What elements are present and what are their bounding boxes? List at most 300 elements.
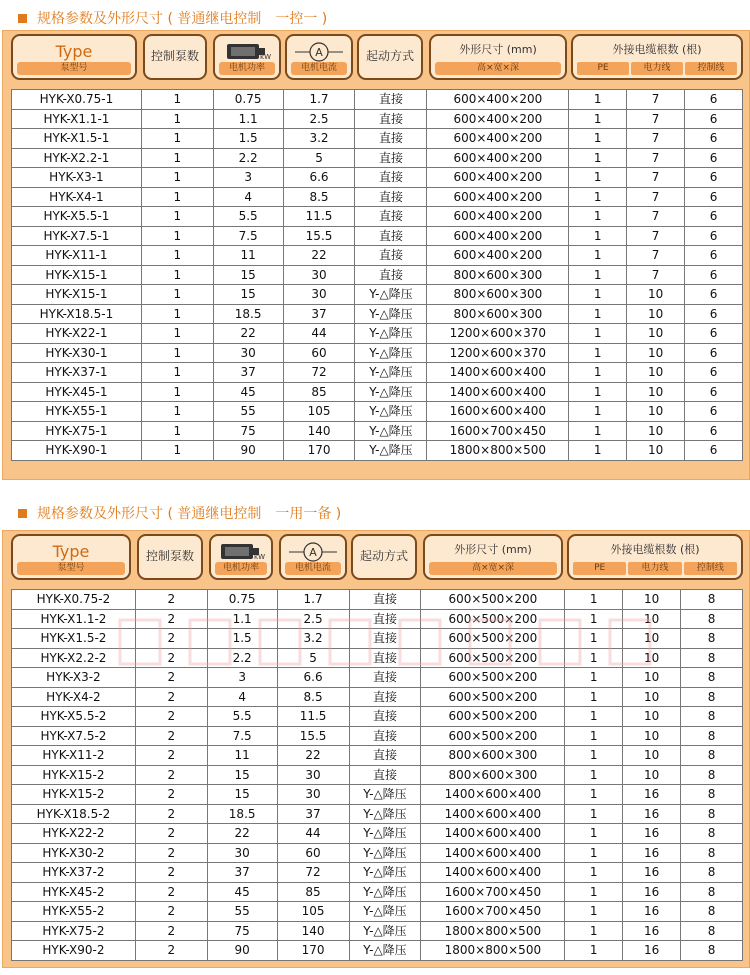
table-row [12,207,743,227]
table-row [12,863,743,883]
table-cell: 2 [135,629,207,649]
table-row [12,343,743,363]
table-cell: 30 [277,765,349,785]
table-cell: HYK-X3-2 [12,668,136,688]
table-cell: 55 [213,402,283,422]
table-cell: HYK-X15-2 [12,765,136,785]
table-row [12,668,743,688]
table-cell: 2.2 [207,648,277,668]
table-cell: HYK-X11-2 [12,746,136,766]
table-cell: 600×500×200 [421,609,565,629]
table-cell: 10 [623,590,681,610]
table-cell: 4 [207,687,277,707]
table-cell: 1 [141,168,213,188]
table-cell: 10 [627,343,685,363]
table-cell: 44 [283,324,355,344]
table-row [12,785,743,805]
header-type [11,34,137,80]
table-cell: 1 [569,285,627,305]
table-cell: 1800×800×500 [421,941,565,961]
table-cell: 16 [623,843,681,863]
table-cell: 直接 [349,707,421,727]
table-cell: 18.5 [213,304,283,324]
table-cell: 5 [277,648,349,668]
table-cell: HYK-X45-2 [12,882,136,902]
table-cell: HYK-X5.5-2 [12,707,136,727]
table-cell: 1 [141,90,213,110]
table-cell: 1 [565,629,623,649]
table-cell: 8 [681,882,743,902]
table-cell: 22 [283,246,355,266]
table-cell: 5.5 [213,207,283,227]
table-cell: Y-△降压 [355,382,427,402]
header-start-label: 起动方式 [359,549,408,563]
table-row [12,226,743,246]
table-cell: 37 [277,804,349,824]
table-cell: 直接 [349,629,421,649]
table-cell: 15 [213,265,283,285]
table-cell: HYK-X1.1-1 [12,109,142,129]
table-cell: 2 [135,902,207,922]
bullet-square-icon [18,14,27,23]
table-cell: 11 [213,246,283,266]
table-cell: HYK-X75-2 [12,921,136,941]
table-cell: HYK-X4-1 [12,187,142,207]
header-start-label: 起动方式 [365,49,414,63]
table-cell: 6 [685,363,743,383]
table-cell: 7 [627,148,685,168]
table-header-2 [3,531,749,583]
table-cell: HYK-X2.2-1 [12,148,142,168]
header-cables-sub [577,62,737,75]
table-cell: 8 [681,863,743,883]
table-cell: 105 [283,402,355,422]
table-cell: 8.5 [277,687,349,707]
table-cell: HYK-X1.5-2 [12,629,136,649]
table-cell: 8 [681,843,743,863]
table-cell: 1 [565,707,623,727]
table-cell: 1 [141,324,213,344]
table-cell: 2 [135,804,207,824]
table-cell: 11.5 [277,707,349,727]
table-cell: HYK-X55-2 [12,902,136,922]
table-cell: 30 [283,285,355,305]
table-cell: 10 [627,441,685,461]
table-cell: 直接 [349,609,421,629]
table-row [12,746,743,766]
table-cell: 1 [569,187,627,207]
table-cell: 7 [627,207,685,227]
header-cables [571,34,743,80]
header-cable-control: 控制线 [684,562,737,575]
table-cell: 直接 [355,90,427,110]
table-cell: 140 [283,421,355,441]
table-cell: 8 [681,590,743,610]
table-cell: 10 [627,285,685,305]
table-cell: 7 [627,129,685,149]
table-cell: 1 [569,148,627,168]
table-row [12,441,743,461]
table-cell: Y-△降压 [355,324,427,344]
table-cell: 直接 [355,265,427,285]
table-cell: 16 [623,921,681,941]
table-cell: 10 [627,324,685,344]
header-power [209,534,273,580]
table-cell: 2.5 [283,109,355,129]
table-row [12,726,743,746]
table-cell: 16 [623,902,681,922]
table-cell: 1.5 [207,629,277,649]
table-cell: 8 [681,941,743,961]
table-row [12,246,743,266]
table-cell: 600×500×200 [421,687,565,707]
table-cell: HYK-X90-2 [12,941,136,961]
table-cell: 1 [565,843,623,863]
table-cell: 16 [623,941,681,961]
table-cell: 45 [213,382,283,402]
table-cell: 44 [277,824,349,844]
table-cell: 22 [213,324,283,344]
table-row [12,363,743,383]
header-cable-power: 电力线 [631,62,683,75]
table-cell: 1.7 [277,590,349,610]
table-cell: 10 [623,765,681,785]
table-cell: 8 [681,668,743,688]
table-cell: 1600×700×450 [421,882,565,902]
table-cell: 1 [569,304,627,324]
header-cables [567,534,743,580]
header-dims-sub: 高×宽×深 [435,62,561,75]
table-cell: 75 [207,921,277,941]
table-cell: 1 [569,109,627,129]
section2-title [18,503,341,523]
table-cell: 1400×600×400 [421,785,565,805]
table-cell: 11 [207,746,277,766]
table-cell: 直接 [349,726,421,746]
section1-title [18,8,327,28]
table-cell: 1.7 [283,90,355,110]
table-cell: 6 [685,187,743,207]
table-cell: HYK-X4-2 [12,687,136,707]
table-cell: 30 [213,343,283,363]
table-cell: 600×500×200 [421,668,565,688]
table-row [12,382,743,402]
table-cell: 16 [623,804,681,824]
table-cell: 7 [627,168,685,188]
table-cell: 60 [277,843,349,863]
table-cell: 1 [565,746,623,766]
header-cable-control: 控制线 [685,62,737,75]
table-cell: 直接 [355,187,427,207]
table-cell: 37 [283,304,355,324]
table-cell: 600×500×200 [421,590,565,610]
table-cell: 60 [283,343,355,363]
table-row [12,707,743,727]
table-cell: Y-△降压 [355,363,427,383]
table-cell: 2 [135,648,207,668]
table-cell: 600×400×200 [427,129,569,149]
table-cell: 30 [207,843,277,863]
table-row [12,648,743,668]
table-cell: 85 [277,882,349,902]
table-cell: 2 [135,843,207,863]
header-dims [429,34,567,80]
table-cell: 90 [213,441,283,461]
header-cables-sub [573,562,737,575]
table-cell: Y-△降压 [349,921,421,941]
header-power [213,34,281,80]
table-cell: Y-△降压 [349,882,421,902]
table-cell: 2 [135,707,207,727]
header-type-sub: 泵型号 [17,562,125,575]
table-cell: 8 [681,648,743,668]
table-row [12,304,743,324]
table-cell: 2 [135,746,207,766]
ammeter-symbol: A [315,46,323,59]
table-cell: 6 [685,226,743,246]
table-cell: 6 [685,285,743,305]
header-cable-power: 电力线 [628,562,681,575]
table-cell: 8 [681,726,743,746]
table-cell: 2 [135,687,207,707]
table-cell: 1 [141,363,213,383]
table-cell: 10 [623,726,681,746]
table-cell: 直接 [349,648,421,668]
table-cell: HYK-X45-1 [12,382,142,402]
table-cell: 1 [569,402,627,422]
table-cell: 1600×700×450 [421,902,565,922]
table-cell: 6 [685,265,743,285]
table-row [12,921,743,941]
table-cell: 1 [569,90,627,110]
table-cell: 6 [685,246,743,266]
header-cable-pe: PE [573,562,626,575]
table-cell: 直接 [349,765,421,785]
table-cell: 2 [135,765,207,785]
table-cell: 1 [569,324,627,344]
table-cell: 6 [685,324,743,344]
header-current [285,34,353,80]
table-cell: 1 [565,824,623,844]
table-cell: 7.5 [207,726,277,746]
table-cell: 600×400×200 [427,187,569,207]
table-cell: 1 [565,804,623,824]
table-cell: 55 [207,902,277,922]
table-cell: HYK-X22-2 [12,824,136,844]
table-cell: 1200×600×370 [427,324,569,344]
table-cell: 8 [681,609,743,629]
header-dims-sub: 高×宽×深 [429,562,557,575]
table-cell: 45 [207,882,277,902]
table-row [12,687,743,707]
table-cell: 1 [565,726,623,746]
table-cell: 1 [565,921,623,941]
ammeter-icon [293,41,345,63]
table-cell: 直接 [349,590,421,610]
table-cell: 1 [141,129,213,149]
header-type-sub: 泵型号 [17,62,131,75]
table-cell: 1 [565,609,623,629]
table-cell: 1 [569,343,627,363]
table-cell: 600×400×200 [427,148,569,168]
table-cell: 2 [135,785,207,805]
table-cell: 1 [569,246,627,266]
table-cell: 8 [681,804,743,824]
table-row [12,402,743,422]
table-cell: 1800×800×500 [421,921,565,941]
table-cell: 5 [283,148,355,168]
table-cell: 8.5 [283,187,355,207]
table-cell: 直接 [355,226,427,246]
table-cell: 6 [685,382,743,402]
table-cell: 1 [565,863,623,883]
header-pumps-label: 控制泵数 [150,49,199,63]
table-cell: 1400×600×400 [421,843,565,863]
table-row [12,168,743,188]
table-cell: Y-△降压 [349,941,421,961]
table-cell: 1 [141,343,213,363]
table-row [12,148,743,168]
bullet-square-icon [18,509,27,518]
table-row [12,421,743,441]
table-cell: Y-△降压 [355,343,427,363]
table-cell: 16 [623,824,681,844]
table-cell: 1 [141,285,213,305]
table-cell: 30 [277,785,349,805]
table-row [12,285,743,305]
table-cell: HYK-X1.1-2 [12,609,136,629]
table-cell: 8 [681,629,743,649]
table-cell: 直接 [349,746,421,766]
table-cell: 600×400×200 [427,109,569,129]
table-cell: HYK-X90-1 [12,441,142,461]
table-cell: 6 [685,129,743,149]
table-cell: 直接 [355,109,427,129]
table-cell: 8 [681,921,743,941]
table-cell: 72 [277,863,349,883]
table-cell: 3 [213,168,283,188]
table-cell: 6 [685,304,743,324]
table-cell: 16 [623,882,681,902]
ammeter-symbol: A [309,546,317,559]
table-cell: 1 [141,265,213,285]
table-cell: 7 [627,246,685,266]
table-cell: 2 [135,941,207,961]
table-cell: 600×400×200 [427,207,569,227]
section2-title-text: 规格参数及外形尺寸 ( 普通继电控制 一用一备 ) [37,506,342,522]
table-cell: 2.2 [213,148,283,168]
header-pumps [143,34,207,80]
table-cell: HYK-X15-2 [12,785,136,805]
table-cell: 10 [623,687,681,707]
table-cell: 10 [623,648,681,668]
table-cell: HYK-X1.5-1 [12,129,142,149]
table-cell: 6 [685,148,743,168]
table-cell: 1400×600×400 [427,363,569,383]
table-cell: HYK-X11-1 [12,246,142,266]
table-cell: 1600×700×450 [427,421,569,441]
ammeter-icon [287,541,339,563]
table-cell: 1 [141,148,213,168]
table-cell: 22 [207,824,277,844]
kw-unit: kW [260,53,271,61]
table-cell: 4 [213,187,283,207]
table-cell: 8 [681,707,743,727]
table-cell: 1 [141,382,213,402]
table-cell: 10 [623,668,681,688]
table-cell: 600×400×200 [427,226,569,246]
table-cell: HYK-X15-1 [12,265,142,285]
header-cables-label: 外接电缆根数 (根) [612,43,702,56]
table-cell: 1 [141,304,213,324]
table-row [12,109,743,129]
table-cell: 1 [141,187,213,207]
table-row [12,765,743,785]
table-cell: 75 [213,421,283,441]
table-cell: 1400×600×400 [421,824,565,844]
table-cell: 37 [207,863,277,883]
table-cell: HYK-X0.75-2 [12,590,136,610]
table-cell: HYK-X75-1 [12,421,142,441]
table-cell: 18.5 [207,804,277,824]
table-cell: 2.5 [277,609,349,629]
table-cell: HYK-X2.2-2 [12,648,136,668]
header-power-sub: 电机功率 [219,62,275,75]
table-cell: Y-△降压 [349,843,421,863]
table-cell: 140 [277,921,349,941]
table-cell: 15.5 [277,726,349,746]
table-cell: 1.1 [213,109,283,129]
table-cell: Y-△降压 [349,804,421,824]
table-cell: 7 [627,265,685,285]
table-cell: 8 [681,765,743,785]
kw-unit: kW [254,553,265,561]
table-cell: 7 [627,109,685,129]
spec-panel-2 [2,530,750,968]
table-cell: 72 [283,363,355,383]
table-row [12,265,743,285]
table-cell: 30 [283,265,355,285]
table-cell: 800×600×300 [427,304,569,324]
table-cell: 直接 [355,207,427,227]
table-cell: 15 [207,765,277,785]
table-cell: HYK-X15-1 [12,285,142,305]
table-cell: 1800×800×500 [427,441,569,461]
table-cell: 3.2 [283,129,355,149]
table-cell: 800×600×300 [427,285,569,305]
section1-title-text: 规格参数及外形尺寸 ( 普通继电控制 一控一 ) [37,11,328,27]
table-cell: 2 [135,921,207,941]
table-cell: 800×600×300 [421,765,565,785]
table-cell: Y-△降压 [349,902,421,922]
table-cell: 1 [569,441,627,461]
table-cell: 600×500×200 [421,726,565,746]
table-cell: 6.6 [283,168,355,188]
table-cell: HYK-X3-1 [12,168,142,188]
header-type [11,534,131,580]
table-cell: 1 [141,421,213,441]
table-cell: 600×400×200 [427,168,569,188]
table-cell: 10 [623,707,681,727]
table-cell: 15.5 [283,226,355,246]
table-cell: 1 [565,668,623,688]
table-cell: 1 [565,648,623,668]
table-cell: 15 [207,785,277,805]
table-cell: 6.6 [277,668,349,688]
table-cell: 直接 [355,246,427,266]
table-cell: 600×400×200 [427,246,569,266]
table-cell: 直接 [355,168,427,188]
